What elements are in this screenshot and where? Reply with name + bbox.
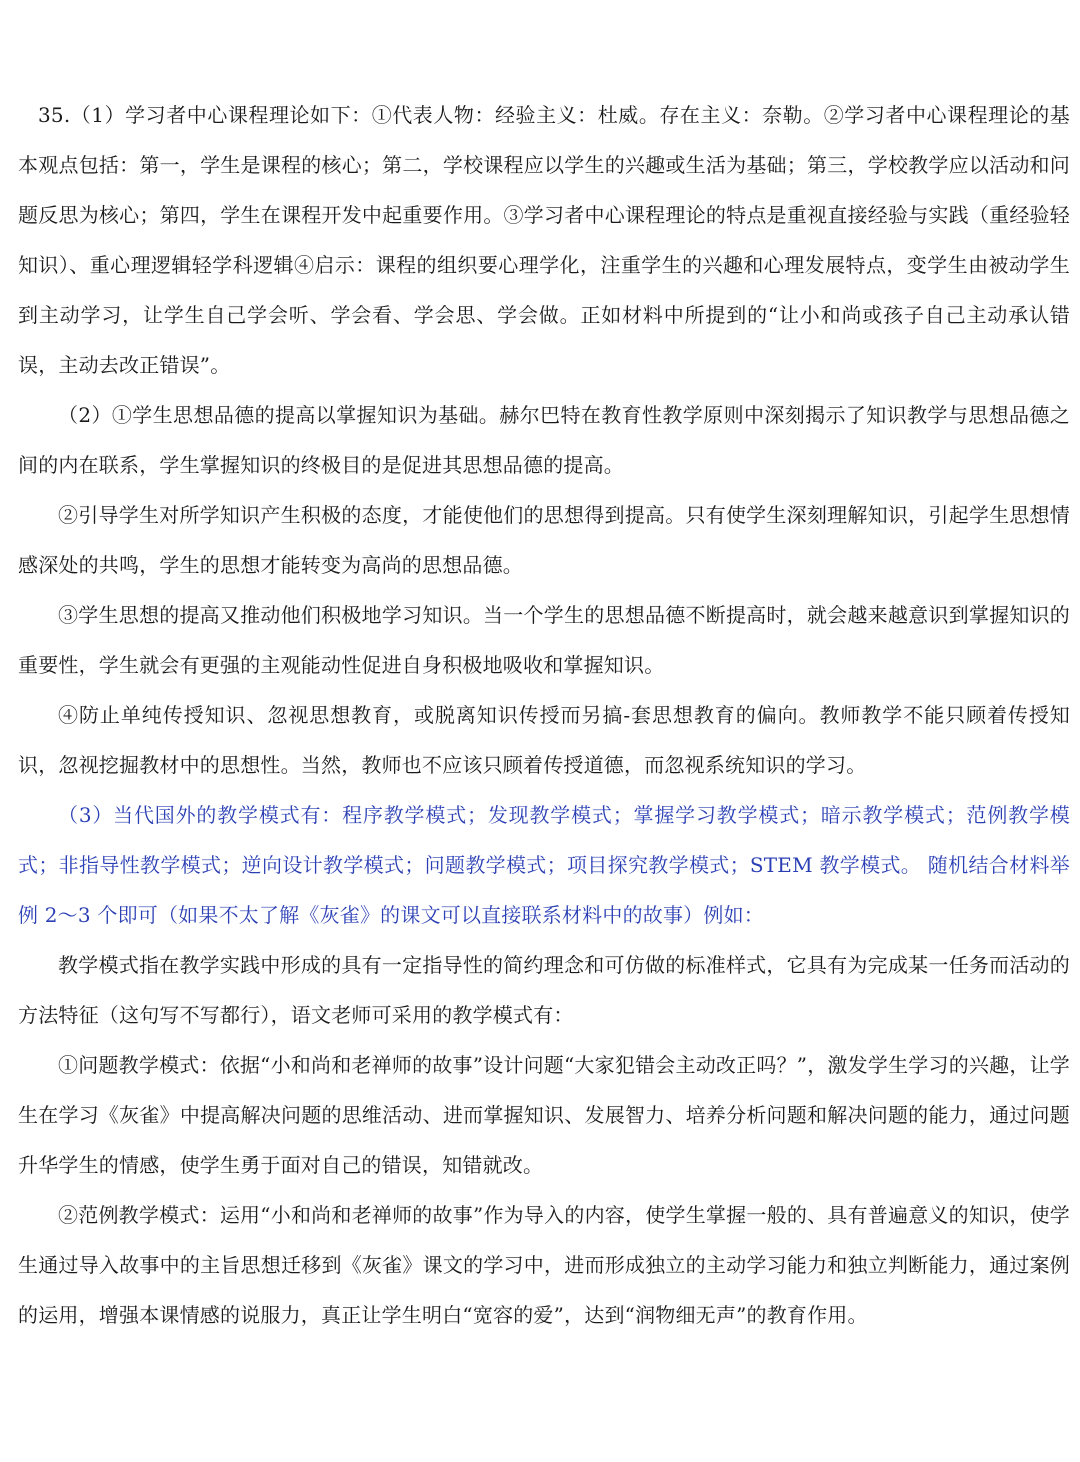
answer-part2-point2: ②引导学生对所学知识产生积极的态度，才能使他们的思想得到提高。只有使学生深刻理解知识，引起学生思想情感深处的共鸣，学生的思想才能转变为高尚的思想品德。 — [18, 503, 1070, 577]
answer-35-part1: 35.（1）学习者中心课程理论如下：①代表人物：经验主义：杜威。存在主义：奈勒。②学习者中心课程理论的基本观点包括：第一，学生是课程的核心；第二，学校课程应以学生的兴趣或生活为基础；第三，学校教学应以活动和问题反思为核心；第四，学生在课程开发中起重要作用。③学习者中心课程理论的特点是重视直接经验与实践（重经验轻知识）、重心理逻辑轻学科逻辑④启示：课程的组织要心理学化，注重学生的兴趣和心理发展特点，变学生由被动学生到主动学习，让学生自己学会听、学会看、学会思、学会做。正如材料中所提到的“让小和尚或孩子自己主动承认错误，主动去改正错误”。 — [18, 103, 1070, 377]
answer-document — [18, 90, 1070, 1340]
answer-part2-point4: ④防止单纯传授知识、忽视思想教育，或脱离知识传授而另搞-套思想教育的偏向。教师教学不能只顾着传授知识，忽视挖掘教材中的思想性。当然，教师也不应该只顾着传授道德，而忽视系统知识的学习。 — [18, 703, 1070, 777]
answer-part2-point1: （2）①学生思想品德的提高以掌握知识为基础。赫尔巴特在教育性教学原则中深刻揭示了知识教学与思想品德之间的内在联系，学生掌握知识的终极目的是促进其思想品德的提高。 — [18, 403, 1070, 477]
answer-part3-intro: （3）当代国外的教学模式有：程序教学模式；发现教学模式；掌握学习教学模式；暗示教学模式；范例教学模式；非指导性教学模式；逆向设计教学模式；问题教学模式；项目探究教学模式；STEM 教学模式。 随机结合材料举例 2～3 个即可（如果不太了解《灰雀》的课文可以直接联系材料中的故事）例如： — [18, 803, 1070, 927]
answer-part2-point3: ③学生思想的提高又推动他们积极地学习知识。当一个学生的思想品德不断提高时，就会越来越意识到掌握知识的重要性，学生就会有更强的主观能动性促进自身积极地吸收和掌握知识。 — [18, 603, 1070, 677]
example-teaching-model: ②范例教学模式：运用“小和尚和老禅师的故事”作为导入的内容，使学生掌握一般的、具有普遍意义的知识，使学生通过导入故事中的主旨思想迁移到《灰雀》课文的学习中，进而形成独立的主动学习能力和独立判断能力，通过案例的运用，增强本课情感的说服力，真正让学生明白“宽容的爱”，达到“润物细无声”的教育作用。 — [18, 1203, 1070, 1327]
teaching-model-definition: 教学模式指在教学实践中形成的具有一定指导性的简约理念和可仿做的标准样式，它具有为完成某一任务而活动的方法特征（这句写不写都行），语文老师可采用的教学模式有： — [18, 953, 1070, 1027]
problem-teaching-model: ①问题教学模式：依据“小和尚和老禅师的故事”设计问题“大家犯错会主动改正吗？”，激发学生学习的兴趣，让学生在学习《灰雀》中提高解决问题的思维活动、进而掌握知识、发展智力、培养分析问题和解决问题的能力，通过问题升华学生的情感，使学生勇于面对自己的错误，知错就改。 — [18, 1053, 1070, 1177]
